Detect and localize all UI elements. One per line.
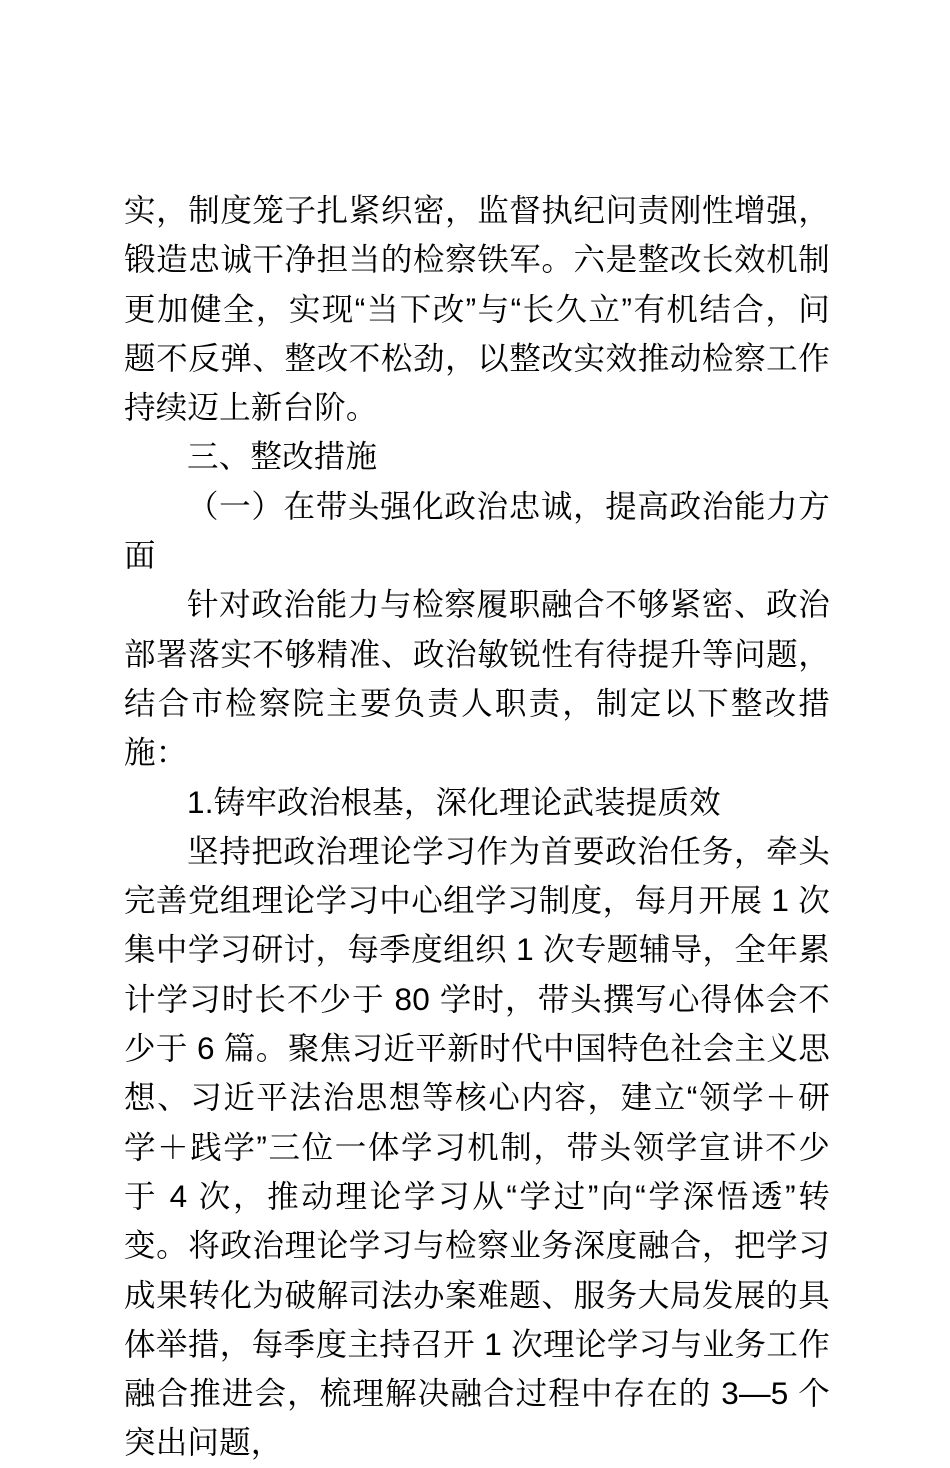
subheading-part-one: （一）在带头强化政治忠诚，提高政治能力方面	[124, 487, 830, 574]
paragraph-measures-intro: 针对政治能力与检察履职融合不够紧密、政治部署落实不够精准、政治敏锐性有待提升等问题，结合市检察院主要负责人职责，制定以下整改措施：	[124, 586, 830, 771]
paragraph-item-1-body: 坚持把政治理论学习作为首要政治任务，牵头完善党组理论学习中心组学习制度，每月开展 1 次集中学习研讨，每季度组织 1 次专题辅导，全年累计学习时长不少于 80 学时，带头撰写心得体会不少于 6 篇。聚焦习近平新时代中国特色社会主义思想、习近平法治思想等核心内容，建立“领学＋研学＋践学”三位一体学习机制，带头领学宣讲不少于 4 次，推动理论学习从“学过”向“学深悟透”转变。将政治理论学习与检察业务深度融合，把学习成果转化为破解司法办案难题、服务大局发展的具体举措，每季度主持召开 1 次理论学习与业务工作融合推进会，梳理解决融合过程中存在的 3—5 个突出问题，	[124, 832, 830, 1461]
paragraph-continued: 实，制度笼子扎紧织密，监督执纪问责刚性增强，锻造忠诚干净担当的检察铁军。六是整改长效机制更加健全，实现“当下改”与“长久立”有机结合，问题不反弹、整改不松劲，以整改实效推动检察工作持续迈上新台阶。	[124, 192, 830, 426]
document-body	[124, 186, 830, 1468]
numbered-heading-1: 1.铸牢政治根基，深化理论武装提质效	[187, 783, 721, 820]
heading-section-three: 三、整改措施	[187, 438, 378, 475]
